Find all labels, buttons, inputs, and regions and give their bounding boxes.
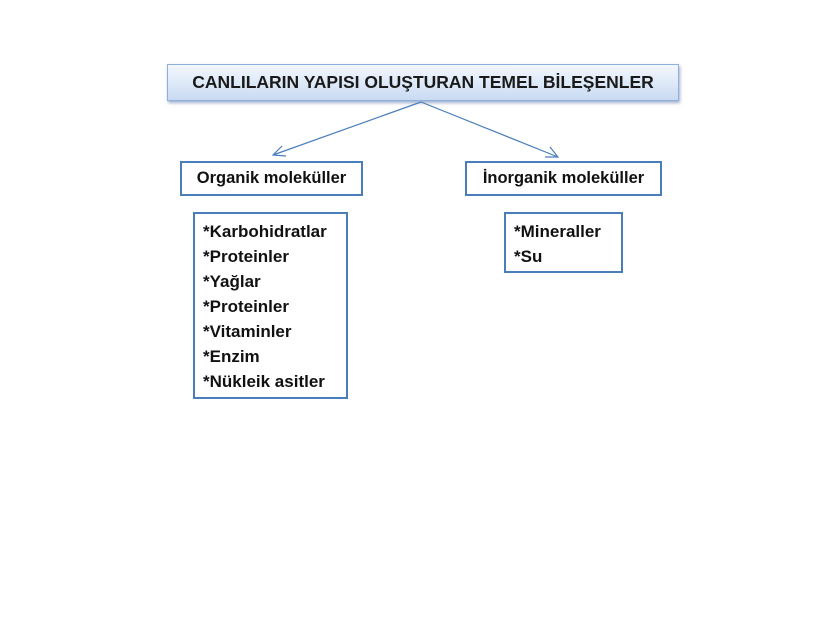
arrowhead-organic — [273, 146, 286, 156]
inorganic-molecules-box: İnorganik moleküller — [465, 161, 662, 196]
list-item: *Mineraller — [514, 222, 601, 241]
list-item: *Yağlar — [203, 272, 261, 291]
list-item: *Enzim — [203, 347, 260, 366]
list-item: *Karbohidratlar — [203, 222, 327, 241]
organic-items-list — [193, 212, 348, 399]
arrowhead-inorganic — [545, 147, 558, 157]
list-item: *Proteinler — [203, 247, 289, 266]
list-item: *Su — [514, 247, 543, 266]
list-item: *Proteinler — [203, 297, 289, 316]
arrow-to-inorganic — [421, 102, 558, 157]
list-item: *Nükleik asitler — [203, 372, 325, 391]
list-item: *Vitaminler — [203, 322, 292, 341]
arrow-to-organic — [273, 102, 421, 155]
inorganic-items-list — [504, 212, 623, 273]
diagram-title: CANLILARIN YAPISI OLUŞTURAN TEMEL BİLEŞENLER — [167, 64, 679, 101]
organic-molecules-box: Organik moleküller — [180, 161, 363, 196]
